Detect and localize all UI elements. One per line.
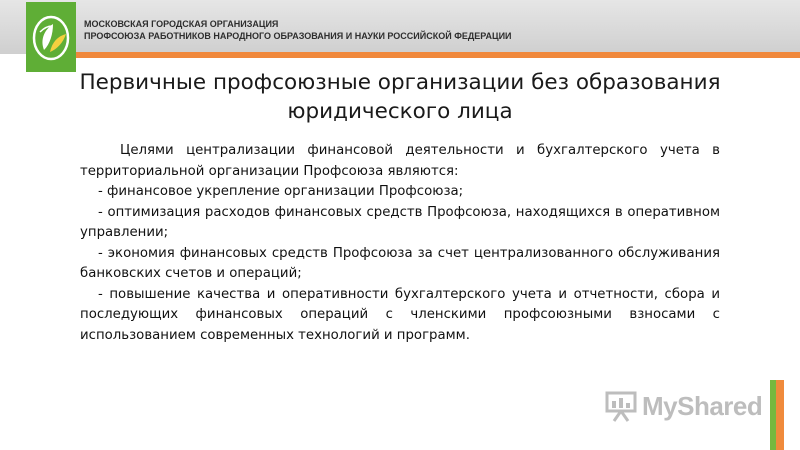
organization-name-line1: МОСКОВСКАЯ ГОРОДСКАЯ ОРГАНИЗАЦИЯ	[84, 19, 279, 29]
leaves-icon	[26, 2, 76, 72]
organization-name	[84, 18, 784, 42]
slide-title-line1: Первичные профсоюзные организации без образования	[79, 70, 721, 95]
slide-title-line2: юридического лица	[287, 99, 513, 124]
union-logo	[26, 2, 76, 72]
list-item: - финансовое укрепление организации Профсоюза;	[98, 184, 464, 199]
header-accent-stripe	[72, 52, 800, 58]
intro-paragraph: Целями централизации финансовой деятельности и бухгалтерского учета в территориальной организации Профсоюза являются:	[80, 143, 720, 179]
myshared-watermark	[604, 386, 762, 426]
presentation-icon	[604, 389, 638, 423]
organization-name-line2: ПРОФСОЮЗА РАБОТНИКОВ НАРОДНОГО ОБРАЗОВАНИЯ И НАУКИ РОССИЙСКОЙ ФЕДЕРАЦИИ	[84, 31, 512, 41]
list-item: - повышение качества и оперативности бухгалтерского учета и отчетности, сбора и последующих финансовых операций с членскими профсоюзными взносами с использованием современных технологий и программ.	[80, 286, 720, 343]
slide-title	[40, 68, 760, 126]
watermark-text: MyShared	[642, 390, 763, 421]
list-item: - экономия финансовых средств Профсоюза за счет централизованного обслуживания банковских счетов и операций;	[80, 245, 720, 281]
corner-accent-orange	[776, 380, 784, 450]
slide-body	[80, 141, 720, 346]
list-item: - оптимизация расходов финансовых средств Профсоюза, находящихся в оперативном управлении;	[80, 204, 720, 240]
